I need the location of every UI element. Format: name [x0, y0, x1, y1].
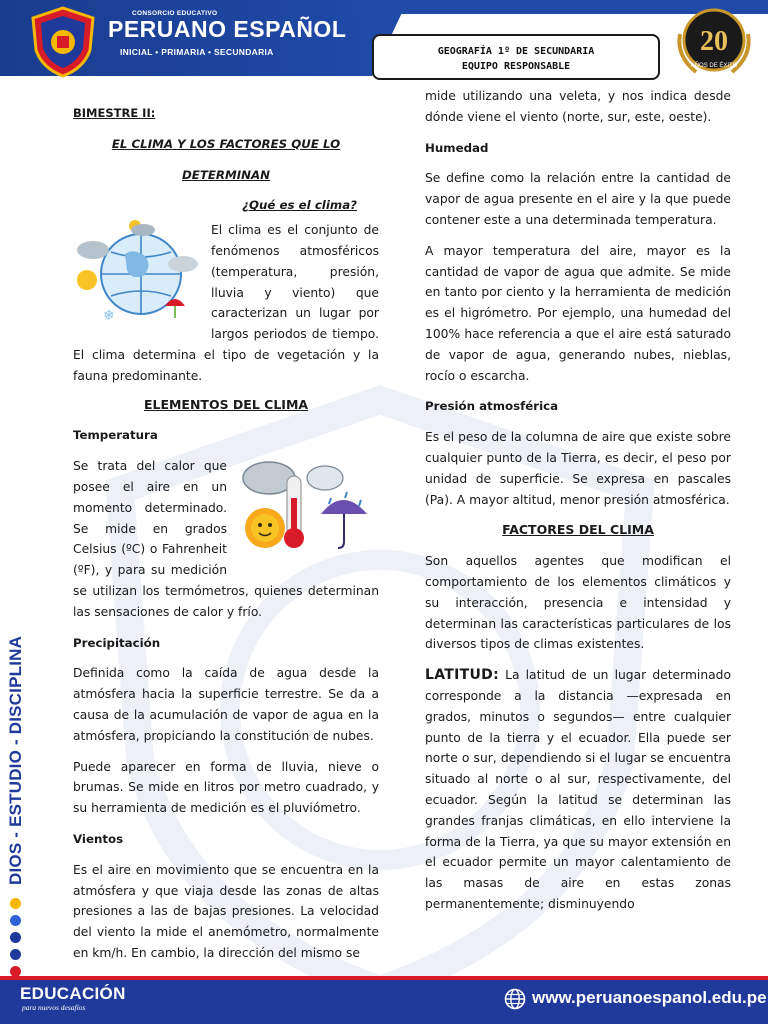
presion-heading: Presión atmosférica: [425, 399, 559, 414]
page-header: [0, 0, 768, 88]
temperature-weather-illustration: [235, 456, 379, 560]
brand-consortium-label: CONSORCIO EDUCATIVO: [132, 10, 218, 17]
vientos-heading: Vientos: [73, 831, 124, 846]
course-info-box: [372, 34, 660, 80]
latitud-label: LATITUD:: [425, 667, 499, 684]
temperatura-text: Se trata del calor que posee el aire en un momento determinado. Se mide en grados Celsius (ºC) o Fahrenheit (ºF), y para su medición se utilizan los termómetros, quienes determinan las sensaciones de calor y frío.: [73, 459, 379, 619]
globe-icon: [504, 988, 526, 1010]
latitud-paragraph: [425, 665, 731, 915]
weather-globe-illustration: [73, 220, 203, 324]
vientos-text: Es el aire en movimiento que se encuentra en la atmósfera y que viaja desde las zonas de altas presiones a las de bajas presiones. La velocidad del viento la mide el anemómetro, normalmente en km/h. En cambio, la dirección del mismo se: [73, 862, 379, 960]
presion-text: Es el peso de la columna de aire que existe sobre cualquier punto de la Tierra, es decir, el peso por unidad de superficie. Se expresa en pascales (Pa). A mayor altitud, menor presión atmosférica.: [425, 430, 731, 507]
badge-number: 20: [700, 26, 728, 57]
course-team: EQUIPO RESPONSABLE: [461, 61, 571, 72]
brand-levels: INICIAL • PRIMARIA • SECUNDARIA: [120, 47, 274, 57]
website-link[interactable]: www.peruanoespanol.edu.pe: [532, 988, 767, 1007]
right-column: [425, 86, 731, 915]
bimestre-label: BIMESTRE II:: [73, 106, 156, 120]
humedad-heading: Humedad: [425, 140, 489, 155]
course-title: GEOGRAFÍA 1º DE SECUNDARIA: [437, 46, 595, 57]
factores-text: Son aquellos agentes que modifican el comportamiento de los elementos climáticos y su interacción, presencia e intensidad y determinan las características particulares de los diversos tipos de climas existentes.: [425, 554, 731, 652]
dot-blue-dark: [10, 949, 21, 960]
footer-accent-line: [0, 976, 768, 980]
school-shield-logo: [30, 6, 96, 78]
humedad-text-1: Se define como la relación entre la cantidad de vapor de agua presente en el aire y la que puede contener este a una determinada temperatura.: [425, 171, 731, 227]
humedad-text-2: A mayor temperatura del aire, mayor es la cantidad de vapor de agua que admite. Se mide en tanto por ciento y la herramienta de medición es el higrómetro. Por ejemplo, una humedad del 100% hace referencia a que el aire está saturado de vapor de agua, generando nubes, nieblas, rocío o escarcha.: [425, 243, 731, 383]
education-tagline: para nuevos desafíos: [22, 1003, 86, 1012]
dot-blue: [10, 932, 21, 943]
lesson-title-line1: EL CLIMA Y LOS FACTORES QUE LO: [111, 136, 341, 151]
motto-vertical: DIOS - ESTUDIO - DISCIPLINA: [6, 635, 25, 885]
anniversary-badge: [670, 4, 758, 84]
question-heading: ¿Qué es el clima?: [242, 198, 357, 213]
lesson-title-line2: DETERMINAN: [181, 167, 271, 182]
dot-yellow: [10, 898, 21, 909]
temperatura-heading: Temperatura: [73, 428, 158, 443]
lesson-title: [73, 134, 379, 186]
clima-definition: El clima es el conjunto de fenómenos atmosféricos (temperatura, presión, lluvia y viento) que caracterizan un lugar por largos periodos de tiempo. El clima determina el tipo de vegetación y la fauna predominante.: [73, 223, 379, 383]
factores-heading: FACTORES DEL CLIMA: [502, 522, 654, 538]
badge-caption: AÑOS DE ÉXITO: [690, 63, 738, 69]
left-column: [73, 103, 379, 964]
decorative-dots: [10, 898, 22, 983]
dot-blue-light: [10, 915, 21, 926]
precipitacion-text-2: Puede aparecer en forma de lluvia, nieve o brumas. Se mide en litros por metro cuadrado, y su herramienta de medición es el pluviómetro.: [73, 759, 379, 816]
precipitacion-heading: Precipitación: [73, 635, 161, 650]
svg-text:❄: ❄: [103, 308, 115, 325]
elementos-heading: ELEMENTOS DEL CLIMA: [143, 396, 309, 412]
education-logo: EDUCACIÓN: [20, 984, 126, 1003]
vientos-text-continued: mide utilizando una veleta, y nos indica desde dónde viene el viento (norte, sur, este, oeste).: [425, 89, 731, 124]
latitud-text: La latitud de un lugar determinado corresponde a la distancia —expresada en grados, minutos o segundos— entre cualquier punto de la tierra y el ecuador. Ella puede ser norte o sur, dependiendo si el lugar se encuentra situado al norte o al sur, respectivamente, del ecuador. Según la latitud se determinan las grandes franjas climáticas, en ello interviene la forma de la Tierra, ya que su mayor extensión en el ecuador permite un mayor calentamiento de las masas de aire en estas zonas permanentemente; disminuyendo: [425, 668, 731, 911]
brand-name: PERUANO ESPAÑOL: [108, 16, 347, 42]
precipitacion-text-1: Definida como la caída de agua desde la atmósfera hacia la superficie terrestre. Se da a causa de la acumulación de vapor de agua en la atmósfera, propiciando la constitución de nubes.: [73, 666, 379, 743]
